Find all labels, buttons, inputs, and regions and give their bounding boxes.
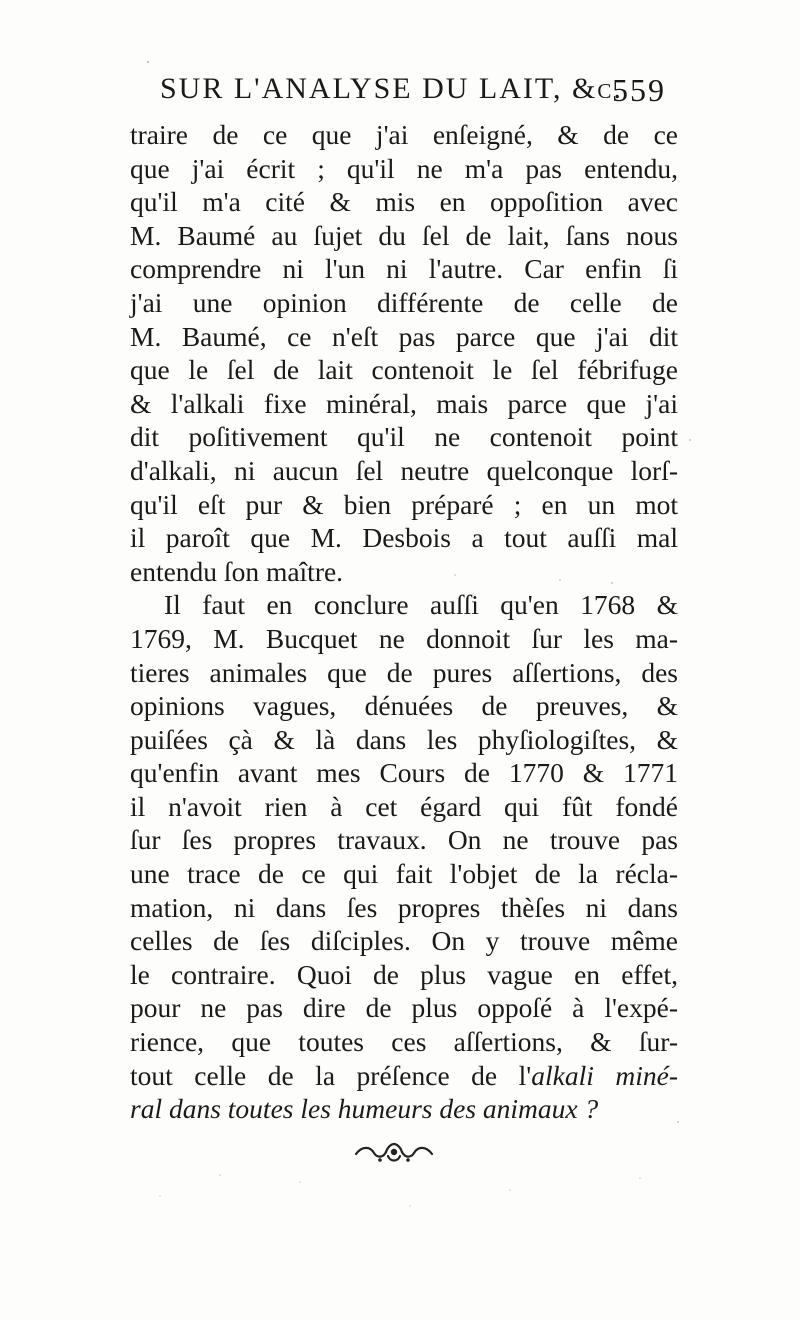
text-line: il n'avoit rien à cet égard qui fût fondé: [130, 790, 678, 822]
text-line: M. Baumé au ſujet du ſel de lait, ſans nous: [130, 219, 678, 251]
text-line: qu'il eſt pur & bien préparé ; en un mot: [130, 488, 678, 520]
text-line: il paroît que M. Desbois a tout auſſi mal: [130, 522, 678, 554]
text-line: celles de ſes diſciples. On y trouve même: [130, 925, 678, 957]
text-line: d'alkali, ni aucun ſel neutre quelconque lorſ-: [130, 454, 678, 486]
text-line: [130, 1059, 678, 1093]
text-line: M. Baumé, ce n'eſt pas parce que j'ai dit: [130, 320, 678, 352]
text-line: qu'il m'a cité & mis en oppoſition avec: [130, 186, 678, 218]
fleuron-ornament-icon: [350, 1138, 438, 1168]
text-line: j'ai une opinion différente de celle de: [130, 286, 678, 318]
text-line: rience, que toutes ces aſſertions, & ſur-: [130, 1026, 678, 1058]
text-line: opinions vagues, dénuées de preuves, &: [130, 690, 678, 722]
text-line: ſur ſes propres travaux. On ne trouve pas: [130, 824, 678, 856]
text-line: 1769, M. Bucquet ne donnoit ſur les ma-: [130, 622, 678, 654]
italic-text: alkali miné-: [531, 1059, 678, 1091]
text-line: qu'enfin avant mes Cours de 1770 & 1771: [130, 757, 678, 789]
text-line: une trace de ce qui fait l'objet de la récla-: [130, 858, 678, 890]
text-line: tieres animales que de pures aſſertions, des: [130, 656, 678, 688]
page-number: 559: [612, 72, 666, 108]
text-line: traire de ce que j'ai enſeigné, & de ce: [130, 119, 678, 150]
running-title: SUR L'ANALYSE DU LAIT, &c.: [160, 72, 623, 105]
italic-last-line: ral dans toutes les humeurs des animaux ?: [130, 1093, 599, 1125]
text-line: pour ne pas dire de plus oppoſé à l'expé-: [130, 992, 678, 1024]
text-line: que le ſel de lait contenoit le ſel fébrifuge: [130, 354, 678, 386]
text-line: comprendre ni l'un ni l'autre. Car enfin ſi: [130, 253, 678, 285]
body-text: [130, 118, 678, 1126]
running-head: [160, 72, 680, 116]
text-line: & l'alkali fixe minéral, mais parce que j'ai: [130, 387, 678, 419]
paragraph-end-line: entendu ſon maître.: [130, 555, 344, 587]
text-line: dit poſitivement qu'il ne contenoit point: [130, 421, 678, 453]
roman-text: tout celle de la préſence de l': [130, 1059, 532, 1091]
text-line: mation, ni dans ſes propres thèſes ni dans: [130, 891, 678, 923]
text-line: le contraire. Quoi de plus vague en effet,: [130, 958, 678, 990]
text-line: puiſées çà & là dans les phyſiologiſtes, &: [130, 723, 678, 755]
paragraph-start-line: Il faut en conclure auſſi qu'en 1768 &: [164, 589, 678, 621]
text-line: que j'ai écrit ; qu'il ne m'a pas entendu,: [130, 152, 678, 184]
